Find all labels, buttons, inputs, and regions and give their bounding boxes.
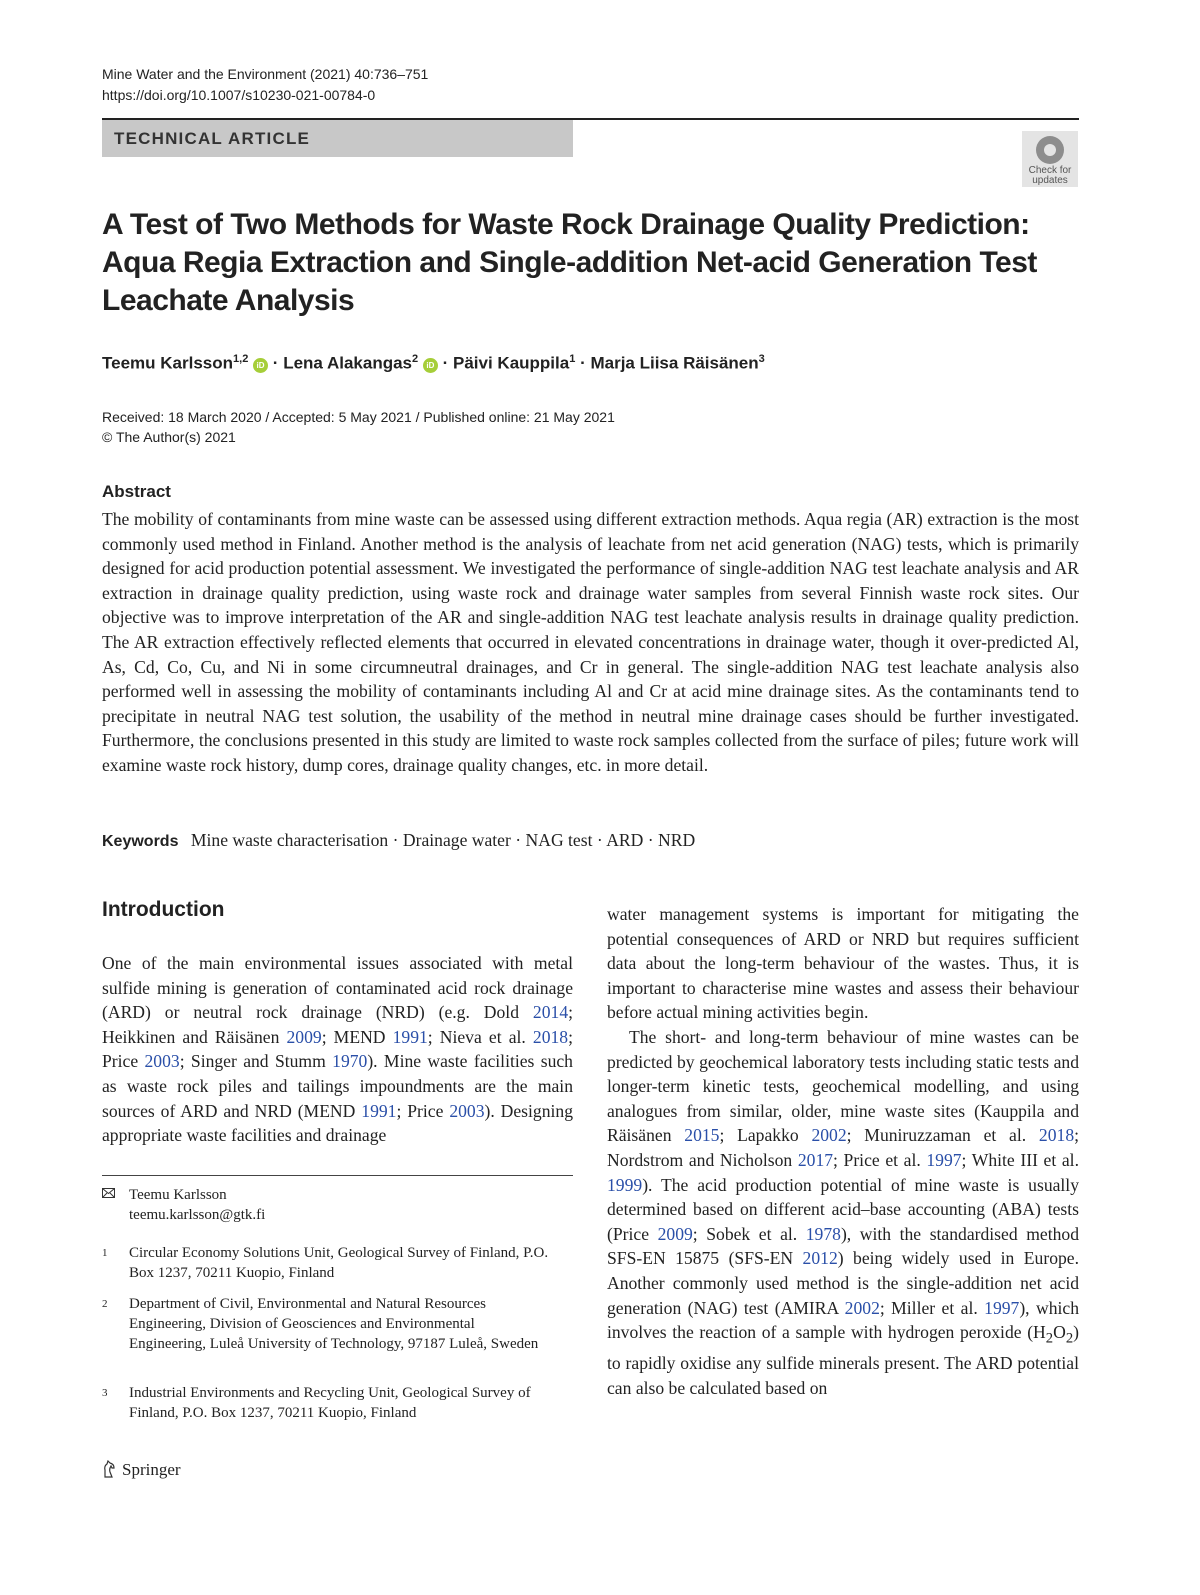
citation-link[interactable]: 1978 — [805, 1223, 841, 1244]
keyword: ARD — [606, 830, 644, 850]
keyword-separator: · — [596, 830, 603, 850]
journal-citation: Mine Water and the Environment (2021) 40:736–751 — [102, 66, 429, 82]
copyright-notice: © The Author(s) 2021 — [102, 429, 236, 445]
subscript: 2 — [1045, 1330, 1054, 1347]
contact-name: Teemu Karlsson — [129, 1187, 227, 1203]
springer-horse-icon — [102, 1460, 116, 1478]
keyword: Mine waste characterisation — [190, 830, 389, 850]
citation-link[interactable]: 2003 — [144, 1051, 180, 1072]
envelope-icon — [102, 1185, 115, 1205]
doi-link[interactable]: https://doi.org/10.1007/s10230-021-00784-0 — [102, 87, 376, 103]
keyword: Drainage water — [402, 830, 511, 850]
corresponding-author — [102, 1185, 573, 1227]
article-title: A Test of Two Methods for Waste Rock Drainage Quality Prediction: Aqua Regia Extraction and Single-addition Net-acid Generation Test Leachate Analysis — [102, 208, 1037, 317]
author-name: Päivi Kauppila — [453, 353, 570, 373]
abstract-heading: Abstract — [102, 482, 171, 501]
keywords — [102, 828, 695, 854]
affiliation-mark: 1 — [102, 1247, 108, 1259]
affiliation-mark: 2 — [102, 1298, 108, 1310]
footnote-rule — [102, 1175, 573, 1176]
article-type-label: TECHNICAL ARTICLE — [102, 120, 573, 157]
citation-link[interactable]: 2003 — [449, 1100, 485, 1121]
citation-link[interactable]: 2014 — [532, 1002, 569, 1023]
citation-link[interactable]: 2012 — [802, 1248, 838, 1269]
author-name: Lena Alakangas — [283, 353, 412, 373]
contact-email[interactable]: teemu.karlsson@gtk.fi — [129, 1207, 266, 1223]
affiliation-text: Circular Economy Solutions Unit, Geological Survey of Finland, P.O. Box 1237, 70211 Kuopio, Finland — [129, 1245, 549, 1281]
citation-link[interactable]: 2015 — [684, 1125, 720, 1146]
author-list — [102, 346, 765, 377]
citation-link[interactable]: 2017 — [797, 1149, 834, 1170]
affiliation-3 — [102, 1383, 573, 1425]
keyword: NRD — [658, 830, 696, 850]
affiliation-mark: 3 — [102, 1387, 108, 1399]
section-heading-introduction: Introduction — [102, 898, 225, 921]
author-affiliation-mark: 1,2 — [233, 353, 249, 365]
citation-link[interactable]: 2018 — [532, 1026, 569, 1047]
body-column-right — [607, 902, 1079, 1400]
publication-history: Received: 18 March 2020 / Accepted: 5 May 2021 / Published online: 21 May 2021 — [102, 409, 615, 425]
affiliation-2 — [102, 1294, 573, 1376]
body-column-left — [102, 951, 573, 1148]
orcid-icon[interactable]: iD — [253, 358, 268, 373]
keyword-separator: · — [392, 830, 399, 850]
citation-link[interactable]: 2009 — [657, 1223, 693, 1244]
citation-link[interactable]: 1991 — [392, 1026, 428, 1047]
citation-link[interactable]: 1991 — [361, 1100, 397, 1121]
citation-link[interactable]: 2002 — [844, 1297, 880, 1318]
journal-header — [102, 64, 428, 106]
crossmark-icon — [1036, 136, 1064, 164]
author-name: Marja Liisa Räisänen — [590, 353, 759, 373]
intro-paragraph-1-continued: water management systems is important for mitigating the potential consequences of ARD or NRD but requires sufficient data about the long-term behaviour of the wastes. Thus, it is important to characterise mine wastes and assess their behaviour before actual mining activities begin. — [607, 904, 1079, 1023]
author-separator: · — [580, 353, 586, 373]
keywords-label: Keywords — [102, 833, 179, 850]
citation-link[interactable]: 2002 — [811, 1125, 847, 1146]
affiliation-text: Department of Civil, Environmental and Natural Resources Engineering, Division of Geosciences and Environmental Engineering, Luleå University of Technology, 97187 Luleå, Sweden — [129, 1296, 539, 1352]
check-updates-line1: Check for — [1028, 165, 1072, 176]
affiliation-text: Industrial Environments and Recycling Unit, Geological Survey of Finland, P.O. Box 1237, 70211 Kuopio, Finland — [129, 1385, 531, 1421]
author-separator: · — [442, 353, 449, 373]
citation-link[interactable]: 1999 — [607, 1174, 643, 1195]
affiliation-1 — [102, 1243, 573, 1285]
citation-link[interactable]: 1997 — [926, 1149, 962, 1170]
citation-link[interactable]: 1970 — [332, 1051, 368, 1072]
intro-paragraph-1: One of the main environmental issues associated with metal sulfide mining is generation of contaminated acid rock drainage (ARD) or neutral rock drainage (NRD) (e.g. Dold 2014; Heikkinen and Räisänen 2009; MEND 1991; Nieva et al. 2018; Price 2003; Singer and Stumm 1970). Mine waste facilities such as waste rock piles and tailings impoundments are the main sources of ARD and NRD (MEND 1991; Price 2003). Designing appropriate waste facilities and drainage — [102, 953, 573, 1146]
citation-link[interactable]: 2009 — [286, 1026, 322, 1047]
publisher-logo — [102, 1458, 181, 1482]
keyword-separator: · — [647, 830, 654, 850]
subscript: 2 — [1065, 1330, 1074, 1347]
keyword-separator: · — [515, 830, 522, 850]
author-separator: · — [272, 353, 279, 373]
keyword: NAG test — [525, 830, 593, 850]
author-affiliation-mark: 1 — [569, 353, 576, 365]
author-name: Teemu Karlsson — [102, 353, 234, 373]
intro-paragraph-2: The short- and long-term behaviour of mine wastes can be predicted by geochemical laboratory tests including static tests and longer-term kinetic tests, geochemical modelling, and using analogues from similar, older, mine waste sites (Kauppila and Räisänen 2015; Lapakko 2002; Muniruzzaman et al. 2018; Nordstrom and Nicholson 2017; Price et al. 1997; White III et al. 1999). The acid production potential of mine waste is usually determined based on different acid–base accounting (ABA) tests (Price 2009; Sobek et al. 1978), with the standardised method SFS-EN 15875 (SFS-EN 2012) being widely used in Europe. Another commonly used method is the single-addition net acid generation (NAG) test (AMIRA 2002; Miller et al. 1997), which involves the reaction of a sample with hydrogen peroxide $(H_2O_2)$ to rapidly oxidise any sulfide minerals present. The ARD potential can also be calculated based on — [607, 1026, 1079, 1398]
publisher-name: Springer — [122, 1460, 181, 1479]
article-dates — [102, 407, 615, 447]
author-affiliation-mark: 2 — [412, 353, 419, 365]
check-updates-line2: updates — [1032, 175, 1068, 186]
citation-link[interactable]: 1997 — [984, 1297, 1020, 1318]
abstract-text: The mobility of contaminants from mine waste can be assessed using different extraction methods. Aqua regia (AR) extraction is the most commonly used method in Finland. Another method is the analysis of leachate from net acid generation (NAG) tests, which is primarily designed for acid production potential assessment. We investigated the performance of single-addition NAG test leachate analysis and AR extraction in drainage quality prediction, using waste rock and drainage water samples from several Finnish waste rock sites. Our objective was to improve interpretation of the AR and single-addition NAG test leachate analysis results in drainage quality prediction. The AR extraction effectively reflected elements that occurred in elevated concentrations in drainage water, though it over-predicted Al, As, Cd, Co, Cu, and Ni in some circumneutral drainages, and Cr in general. The single-addition NAG test leachate analysis also performed well in assessing the mobility of contaminants including Al and Cr at acid mine drainage sites. As the contaminants tend to precipitate in neutral NAG test solution, the usability of the method in neutral mine drainage cases should be further investigated. Furthermore, the conclusions presented in this study are limited to waste rock samples collected from the surface of piles; future work will examine waste rock history, dump cores, drainage quality changes, etc. in more detail. — [102, 509, 1079, 775]
author-affiliation-mark: 3 — [758, 353, 765, 365]
orcid-icon[interactable]: iD — [423, 358, 438, 373]
check-for-updates-badge[interactable] — [1022, 131, 1078, 187]
citation-link[interactable]: 2018 — [1038, 1125, 1075, 1146]
